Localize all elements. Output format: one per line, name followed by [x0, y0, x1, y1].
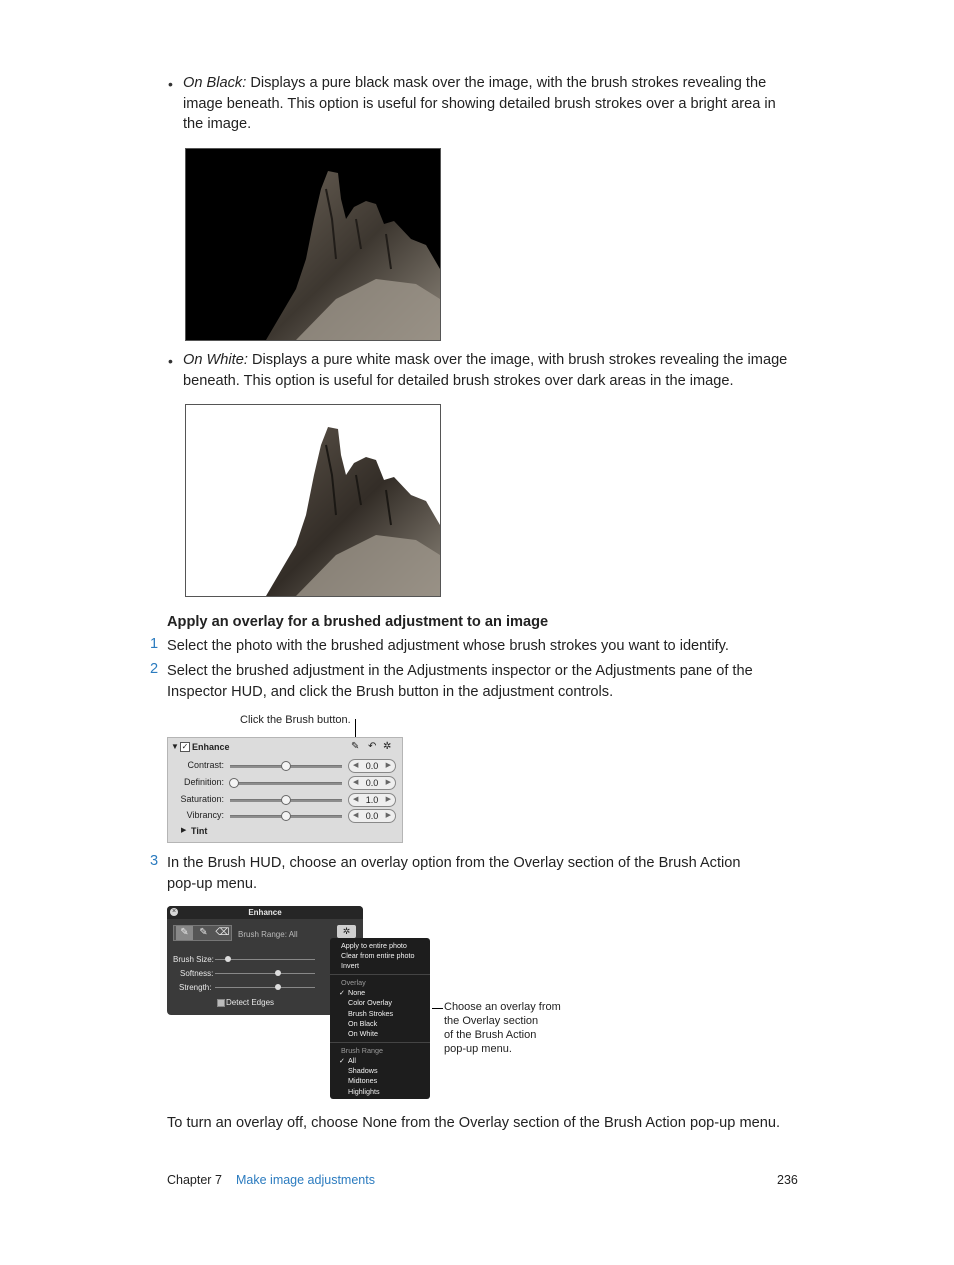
increment-icon[interactable]: ▶ — [385, 779, 391, 786]
menu-item-on-black[interactable]: On Black — [348, 1019, 378, 1028]
on-black-image — [185, 148, 441, 341]
hud-title: Enhance — [248, 908, 282, 917]
overlay-section-heading: Overlay — [341, 978, 366, 987]
callout-line-text: pop-up menu. — [444, 1043, 512, 1055]
slider-row — [168, 776, 402, 790]
page-number: 236 — [777, 1173, 798, 1187]
slider-track[interactable] — [215, 987, 315, 988]
brush-range-label: Brush Range: All — [238, 930, 298, 939]
closing-paragraph: To turn an overlay off, choose None from the Overlay section of the Brush Action pop-up menu. — [167, 1115, 781, 1131]
menu-item-apply[interactable]: Apply to entire photo — [341, 941, 407, 950]
menu-item-shadows[interactable]: Shadows — [348, 1066, 378, 1075]
slider-track[interactable] — [215, 973, 315, 974]
bullet-dot: • — [168, 353, 173, 369]
value-text: 0.0 — [365, 761, 379, 771]
task-heading: Apply an overlay for a brushed adjustment to an image — [167, 614, 549, 630]
slider-knob[interactable] — [281, 795, 291, 805]
menu-item-on-white[interactable]: On White — [348, 1029, 378, 1038]
brush-icon[interactable]: ✎ — [176, 926, 193, 940]
checkmark-icon: ✓ — [339, 988, 346, 997]
bullet-dot: • — [168, 76, 173, 92]
detect-edges-label: Detect Edges — [226, 998, 275, 1007]
menu-item-none[interactable]: None — [348, 988, 366, 997]
footer-chapter-link[interactable]: Make image adjustments — [236, 1173, 375, 1187]
close-icon[interactable]: × — [171, 908, 177, 915]
slider-label: Strength: — [179, 983, 212, 992]
value-text: 1.0 — [365, 795, 379, 805]
enhance-checkbox[interactable]: ✓ — [181, 742, 189, 751]
eraser-icon[interactable]: ⌫ — [215, 927, 230, 938]
desc-on-black: Displays a pure black mask over the image, with the brush strokes revealing the image beneath. This option is useful for showing detailed brush strokes over a bright area in the image. — [183, 75, 776, 132]
slider-track[interactable] — [230, 815, 342, 818]
enhance-title: Enhance — [192, 742, 230, 752]
menu-separator — [330, 1042, 430, 1043]
menu-separator — [330, 974, 430, 975]
brush-range-section-heading: Brush Range — [341, 1046, 383, 1055]
increment-icon[interactable]: ▶ — [385, 762, 391, 769]
slider-knob[interactable] — [275, 984, 281, 990]
bullet-on-black — [183, 73, 788, 135]
value-text: 0.0 — [365, 778, 379, 788]
increment-icon[interactable]: ▶ — [385, 796, 391, 803]
enhance-adjustment-panel — [167, 737, 403, 843]
menu-item-highlights[interactable]: Highlights — [348, 1087, 380, 1096]
value-field[interactable] — [348, 793, 396, 807]
callout-line-text: of the Brush Action — [444, 1029, 537, 1041]
menu-item-color-overlay[interactable]: Color Overlay — [348, 998, 392, 1007]
term-on-black: On Black: — [183, 75, 247, 91]
decrement-icon[interactable]: ◀ — [353, 762, 359, 769]
increment-icon[interactable]: ▶ — [385, 812, 391, 819]
decrement-icon[interactable]: ◀ — [353, 812, 359, 819]
step-text: Select the photo with the brushed adjustment whose brush strokes you want to identify. — [167, 638, 729, 654]
step-number: 3 — [150, 853, 159, 869]
value-text: 0.0 — [365, 811, 379, 821]
callout-overlay — [444, 1000, 561, 1056]
slider-knob[interactable] — [275, 970, 281, 976]
feather-brush-icon[interactable]: ✎ — [199, 927, 208, 938]
menu-item-midtones[interactable]: Midtones — [348, 1076, 378, 1085]
callout-brush-button: Click the Brush button. — [240, 714, 351, 726]
menu-item-all[interactable]: All — [348, 1056, 356, 1065]
step-text: Select the brushed adjustment in the Adjustments inspector or the Adjustments pane of the Inspector HUD, and click the Brush button in the adjustment controls. — [167, 663, 753, 700]
brush-tool-group — [173, 925, 232, 941]
brush-icon[interactable]: ✎ — [351, 741, 360, 752]
on-white-image — [185, 404, 441, 597]
value-field[interactable] — [348, 809, 396, 823]
desc-on-white: Displays a pure white mask over the image, with brush strokes revealing the image beneath. This option is useful for detailed brush strokes over dark areas in the image. — [183, 352, 788, 389]
slider-knob[interactable] — [281, 761, 291, 771]
slider-track[interactable] — [230, 799, 342, 802]
value-field[interactable] — [348, 776, 396, 790]
callout-line-text: Choose an overlay from — [444, 1001, 561, 1013]
slider-track[interactable] — [230, 782, 342, 785]
slider-label: Contrast: — [187, 760, 224, 770]
tint-label[interactable]: Tint — [191, 826, 208, 836]
callout-line — [432, 1008, 443, 1009]
detect-edges-checkbox[interactable] — [217, 999, 225, 1007]
slider-track[interactable] — [230, 765, 342, 768]
decrement-icon[interactable]: ◀ — [353, 779, 359, 786]
disclosure-triangle-icon[interactable]: ▼ — [171, 742, 179, 751]
menu-item-invert[interactable]: Invert — [341, 961, 359, 970]
step-text: In the Brush HUD, choose an overlay option from the Overlay section of the Brush Action pop-up menu. — [167, 855, 741, 892]
slider-knob[interactable] — [225, 956, 231, 962]
slider-row — [168, 759, 402, 773]
slider-label: Saturation: — [180, 794, 224, 804]
slider-row — [168, 809, 402, 823]
step-number: 2 — [150, 661, 159, 677]
bullet-on-white — [183, 350, 793, 391]
term-on-white: On White: — [183, 352, 248, 368]
slider-knob[interactable] — [229, 778, 239, 788]
slider-row — [168, 793, 402, 807]
menu-item-brush-strokes[interactable]: Brush Strokes — [348, 1009, 394, 1018]
menu-item-clear[interactable]: Clear from entire photo — [341, 951, 415, 960]
step-number: 1 — [150, 636, 159, 652]
undo-icon[interactable]: ↶ — [368, 741, 377, 752]
callout-line-text: the Overlay section — [444, 1015, 539, 1027]
brush-action-menu — [330, 938, 430, 1099]
disclosure-triangle-icon[interactable]: ▶ — [181, 827, 187, 834]
decrement-icon[interactable]: ◀ — [353, 796, 359, 803]
brush-action-gear-icon[interactable]: ✲ — [337, 925, 356, 938]
slider-knob[interactable] — [281, 811, 291, 821]
slider-label: Softness: — [180, 969, 214, 978]
footer-chapter: Chapter 7 — [167, 1173, 222, 1187]
value-field[interactable] — [348, 759, 396, 773]
checkmark-icon: ✓ — [339, 1056, 346, 1065]
hud-titlebar — [167, 906, 363, 919]
slider-label: Brush Size: — [173, 955, 214, 964]
slider-label: Vibrancy: — [186, 810, 224, 820]
slider-label: Definition: — [183, 777, 224, 787]
gear-icon[interactable]: ✲ — [383, 741, 392, 752]
